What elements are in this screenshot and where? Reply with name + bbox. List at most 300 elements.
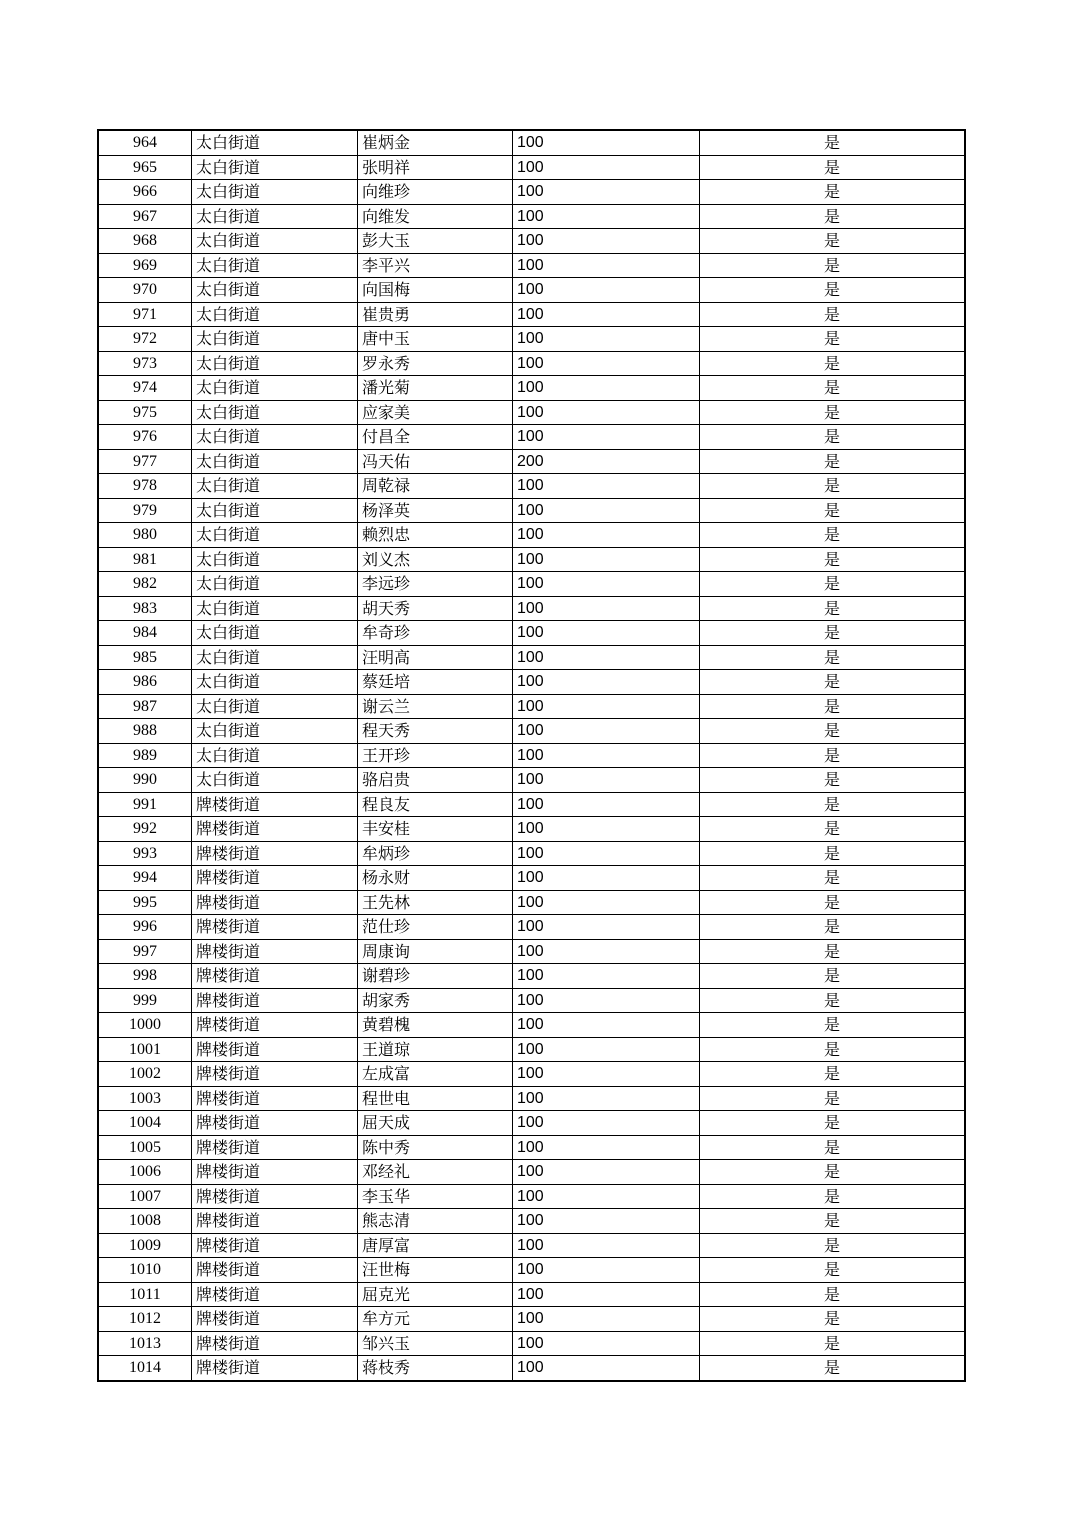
amount-cell: 100 [513, 1086, 700, 1111]
status-cell: 是 [700, 1282, 966, 1307]
name-cell: 范仕珍 [358, 915, 513, 940]
name-cell: 冯天佑 [358, 449, 513, 474]
status-cell: 是 [700, 155, 966, 180]
street-cell: 牌楼街道 [192, 939, 358, 964]
row-number: 997 [98, 939, 192, 964]
street-cell: 牌楼街道 [192, 1331, 358, 1356]
amount-cell: 100 [513, 1233, 700, 1258]
amount-cell: 100 [513, 229, 700, 254]
amount-cell: 100 [513, 278, 700, 303]
status-cell: 是 [700, 1209, 966, 1234]
name-cell: 李远珍 [358, 572, 513, 597]
amount-cell: 100 [513, 1258, 700, 1283]
amount-cell: 100 [513, 302, 700, 327]
table-row [98, 1111, 965, 1136]
amount-cell: 100 [513, 792, 700, 817]
status-cell: 是 [700, 327, 966, 352]
table-row [98, 964, 965, 989]
street-cell: 牌楼街道 [192, 1307, 358, 1332]
status-cell: 是 [700, 890, 966, 915]
status-cell: 是 [700, 180, 966, 205]
table-row [98, 449, 965, 474]
name-cell: 程良友 [358, 792, 513, 817]
name-cell: 赖烈忠 [358, 523, 513, 548]
status-cell: 是 [700, 939, 966, 964]
street-cell: 太白街道 [192, 645, 358, 670]
street-cell: 牌楼街道 [192, 792, 358, 817]
amount-cell: 100 [513, 1135, 700, 1160]
street-cell: 牌楼街道 [192, 890, 358, 915]
table-row [98, 719, 965, 744]
row-number: 1009 [98, 1233, 192, 1258]
table-row [98, 400, 965, 425]
row-number: 1010 [98, 1258, 192, 1283]
table-row [98, 1233, 965, 1258]
street-cell: 牌楼街道 [192, 1086, 358, 1111]
street-cell: 太白街道 [192, 204, 358, 229]
status-cell: 是 [700, 621, 966, 646]
table-row [98, 253, 965, 278]
street-cell: 太白街道 [192, 400, 358, 425]
street-cell: 牌楼街道 [192, 1258, 358, 1283]
table-row [98, 1086, 965, 1111]
row-number: 1011 [98, 1282, 192, 1307]
name-cell: 牟方元 [358, 1307, 513, 1332]
name-cell: 王先林 [358, 890, 513, 915]
name-cell: 胡天秀 [358, 596, 513, 621]
status-cell: 是 [700, 670, 966, 695]
amount-cell: 100 [513, 768, 700, 793]
status-cell: 是 [700, 719, 966, 744]
street-cell: 太白街道 [192, 621, 358, 646]
status-cell: 是 [700, 1037, 966, 1062]
row-number: 990 [98, 768, 192, 793]
name-cell: 李平兴 [358, 253, 513, 278]
table-row [98, 1258, 965, 1283]
row-number: 992 [98, 817, 192, 842]
amount-cell: 100 [513, 645, 700, 670]
name-cell: 崔炳金 [358, 130, 513, 155]
name-cell: 谢碧珍 [358, 964, 513, 989]
table-row [98, 621, 965, 646]
name-cell: 杨泽英 [358, 498, 513, 523]
name-cell: 汪明高 [358, 645, 513, 670]
row-number: 983 [98, 596, 192, 621]
row-number: 971 [98, 302, 192, 327]
status-cell: 是 [700, 1233, 966, 1258]
status-cell: 是 [700, 278, 966, 303]
amount-cell: 100 [513, 400, 700, 425]
table-row [98, 1160, 965, 1185]
status-cell: 是 [700, 988, 966, 1013]
amount-cell: 100 [513, 376, 700, 401]
name-cell: 屈克光 [358, 1282, 513, 1307]
amount-cell: 100 [513, 1282, 700, 1307]
row-number: 998 [98, 964, 192, 989]
table-row [98, 988, 965, 1013]
amount-cell: 100 [513, 1331, 700, 1356]
street-cell: 太白街道 [192, 229, 358, 254]
street-cell: 牌楼街道 [192, 1013, 358, 1038]
name-cell: 王道琼 [358, 1037, 513, 1062]
status-cell: 是 [700, 449, 966, 474]
status-cell: 是 [700, 866, 966, 891]
amount-cell: 100 [513, 498, 700, 523]
row-number: 965 [98, 155, 192, 180]
table-row [98, 694, 965, 719]
street-cell: 太白街道 [192, 351, 358, 376]
street-cell: 牌楼街道 [192, 915, 358, 940]
amount-cell: 100 [513, 1013, 700, 1038]
status-cell: 是 [700, 523, 966, 548]
table-row [98, 155, 965, 180]
name-cell: 陈中秀 [358, 1135, 513, 1160]
name-cell: 王开珍 [358, 743, 513, 768]
table-row [98, 1013, 965, 1038]
name-cell: 周康询 [358, 939, 513, 964]
row-number: 978 [98, 474, 192, 499]
amount-cell: 100 [513, 1160, 700, 1185]
street-cell: 牌楼街道 [192, 1356, 358, 1381]
table-row [98, 1062, 965, 1087]
amount-cell: 100 [513, 1184, 700, 1209]
table-row [98, 1356, 965, 1381]
amount-cell: 100 [513, 180, 700, 205]
street-cell: 牌楼街道 [192, 1062, 358, 1087]
table-row [98, 890, 965, 915]
table-row [98, 1037, 965, 1062]
table-row [98, 547, 965, 572]
row-number: 964 [98, 130, 192, 155]
amount-cell: 100 [513, 621, 700, 646]
name-cell: 唐厚富 [358, 1233, 513, 1258]
table-row [98, 1184, 965, 1209]
row-number: 973 [98, 351, 192, 376]
row-number: 987 [98, 694, 192, 719]
name-cell: 胡家秀 [358, 988, 513, 1013]
status-cell: 是 [700, 1086, 966, 1111]
amount-cell: 100 [513, 915, 700, 940]
amount-cell: 100 [513, 1307, 700, 1332]
street-cell: 太白街道 [192, 425, 358, 450]
name-cell: 蒋枝秀 [358, 1356, 513, 1381]
row-number: 994 [98, 866, 192, 891]
name-cell: 付昌全 [358, 425, 513, 450]
street-cell: 牌楼街道 [192, 1160, 358, 1185]
amount-cell: 100 [513, 1209, 700, 1234]
row-number: 1002 [98, 1062, 192, 1087]
amount-cell: 100 [513, 939, 700, 964]
table-row [98, 596, 965, 621]
row-number: 979 [98, 498, 192, 523]
street-cell: 牌楼街道 [192, 866, 358, 891]
name-cell: 罗永秀 [358, 351, 513, 376]
amount-cell: 100 [513, 351, 700, 376]
table-row [98, 376, 965, 401]
name-cell: 向维发 [358, 204, 513, 229]
row-number: 974 [98, 376, 192, 401]
amount-cell: 100 [513, 204, 700, 229]
street-cell: 太白街道 [192, 253, 358, 278]
table-row [98, 278, 965, 303]
name-cell: 黄碧槐 [358, 1013, 513, 1038]
status-cell: 是 [700, 768, 966, 793]
status-cell: 是 [700, 474, 966, 499]
name-cell: 牟奇珍 [358, 621, 513, 646]
table-row [98, 645, 965, 670]
name-cell: 熊志清 [358, 1209, 513, 1234]
amount-cell: 100 [513, 1062, 700, 1087]
status-cell: 是 [700, 1307, 966, 1332]
name-cell: 丰安桂 [358, 817, 513, 842]
amount-cell: 100 [513, 670, 700, 695]
row-number: 991 [98, 792, 192, 817]
name-cell: 蔡廷培 [358, 670, 513, 695]
street-cell: 太白街道 [192, 719, 358, 744]
status-cell: 是 [700, 915, 966, 940]
name-cell: 李玉华 [358, 1184, 513, 1209]
street-cell: 太白街道 [192, 449, 358, 474]
status-cell: 是 [700, 743, 966, 768]
table-row [98, 792, 965, 817]
amount-cell: 100 [513, 964, 700, 989]
name-cell: 邓经礼 [358, 1160, 513, 1185]
status-cell: 是 [700, 204, 966, 229]
street-cell: 太白街道 [192, 572, 358, 597]
name-cell: 杨永财 [358, 866, 513, 891]
street-cell: 牌楼街道 [192, 988, 358, 1013]
row-number: 980 [98, 523, 192, 548]
street-cell: 牌楼街道 [192, 964, 358, 989]
row-number: 977 [98, 449, 192, 474]
street-cell: 太白街道 [192, 155, 358, 180]
street-cell: 太白街道 [192, 694, 358, 719]
status-cell: 是 [700, 351, 966, 376]
row-number: 996 [98, 915, 192, 940]
amount-cell: 100 [513, 890, 700, 915]
row-number: 1000 [98, 1013, 192, 1038]
street-cell: 牌楼街道 [192, 817, 358, 842]
status-cell: 是 [700, 229, 966, 254]
row-number: 966 [98, 180, 192, 205]
table-row [98, 474, 965, 499]
row-number: 988 [98, 719, 192, 744]
amount-cell: 100 [513, 719, 700, 744]
name-cell: 彭大玉 [358, 229, 513, 254]
row-number: 975 [98, 400, 192, 425]
row-number: 967 [98, 204, 192, 229]
status-cell: 是 [700, 841, 966, 866]
street-cell: 牌楼街道 [192, 1184, 358, 1209]
table-row [98, 1135, 965, 1160]
amount-cell: 100 [513, 841, 700, 866]
row-number: 1013 [98, 1331, 192, 1356]
table-row [98, 1331, 965, 1356]
street-cell: 牌楼街道 [192, 1209, 358, 1234]
amount-cell: 100 [513, 547, 700, 572]
street-cell: 太白街道 [192, 180, 358, 205]
amount-cell: 100 [513, 155, 700, 180]
amount-cell: 100 [513, 1037, 700, 1062]
name-cell: 向维珍 [358, 180, 513, 205]
table-row [98, 498, 965, 523]
status-cell: 是 [700, 572, 966, 597]
table-row [98, 425, 965, 450]
name-cell: 骆启贵 [358, 768, 513, 793]
row-number: 1001 [98, 1037, 192, 1062]
street-cell: 太白街道 [192, 130, 358, 155]
name-cell: 应家美 [358, 400, 513, 425]
row-number: 999 [98, 988, 192, 1013]
table-row [98, 866, 965, 891]
street-cell: 牌楼街道 [192, 1135, 358, 1160]
street-cell: 太白街道 [192, 768, 358, 793]
table-body [98, 130, 965, 1381]
status-cell: 是 [700, 1160, 966, 1185]
street-cell: 太白街道 [192, 523, 358, 548]
table-row [98, 180, 965, 205]
street-cell: 太白街道 [192, 547, 358, 572]
amount-cell: 100 [513, 866, 700, 891]
table-row [98, 939, 965, 964]
status-cell: 是 [700, 1184, 966, 1209]
street-cell: 太白街道 [192, 498, 358, 523]
table-row [98, 302, 965, 327]
status-cell: 是 [700, 302, 966, 327]
row-number: 1014 [98, 1356, 192, 1381]
name-cell: 潘光菊 [358, 376, 513, 401]
row-number: 995 [98, 890, 192, 915]
street-cell: 太白街道 [192, 474, 358, 499]
status-cell: 是 [700, 1111, 966, 1136]
status-cell: 是 [700, 400, 966, 425]
street-cell: 牌楼街道 [192, 1037, 358, 1062]
name-cell: 刘义杰 [358, 547, 513, 572]
row-number: 1006 [98, 1160, 192, 1185]
status-cell: 是 [700, 253, 966, 278]
data-table [97, 129, 966, 1382]
amount-cell: 100 [513, 988, 700, 1013]
name-cell: 牟炳珍 [358, 841, 513, 866]
status-cell: 是 [700, 1135, 966, 1160]
amount-cell: 200 [513, 449, 700, 474]
table-row [98, 351, 965, 376]
table-row [98, 817, 965, 842]
name-cell: 张明祥 [358, 155, 513, 180]
table-row [98, 523, 965, 548]
status-cell: 是 [700, 130, 966, 155]
row-number: 969 [98, 253, 192, 278]
amount-cell: 100 [513, 743, 700, 768]
amount-cell: 100 [513, 474, 700, 499]
table-row [98, 768, 965, 793]
name-cell: 周乾禄 [358, 474, 513, 499]
street-cell: 太白街道 [192, 376, 358, 401]
status-cell: 是 [700, 376, 966, 401]
status-cell: 是 [700, 1062, 966, 1087]
name-cell: 汪世梅 [358, 1258, 513, 1283]
status-cell: 是 [700, 425, 966, 450]
table-row [98, 204, 965, 229]
street-cell: 太白街道 [192, 278, 358, 303]
row-number: 968 [98, 229, 192, 254]
status-cell: 是 [700, 792, 966, 817]
status-cell: 是 [700, 817, 966, 842]
name-cell: 屈天成 [358, 1111, 513, 1136]
status-cell: 是 [700, 964, 966, 989]
row-number: 1005 [98, 1135, 192, 1160]
table-row [98, 1209, 965, 1234]
amount-cell: 100 [513, 817, 700, 842]
amount-cell: 100 [513, 1356, 700, 1381]
amount-cell: 100 [513, 327, 700, 352]
row-number: 993 [98, 841, 192, 866]
row-number: 981 [98, 547, 192, 572]
name-cell: 谢云兰 [358, 694, 513, 719]
name-cell: 程世电 [358, 1086, 513, 1111]
amount-cell: 100 [513, 523, 700, 548]
street-cell: 太白街道 [192, 302, 358, 327]
table-row [98, 130, 965, 155]
street-cell: 太白街道 [192, 596, 358, 621]
status-cell: 是 [700, 645, 966, 670]
amount-cell: 100 [513, 425, 700, 450]
amount-cell: 100 [513, 694, 700, 719]
table-row [98, 572, 965, 597]
status-cell: 是 [700, 694, 966, 719]
street-cell: 牌楼街道 [192, 1233, 358, 1258]
amount-cell: 100 [513, 572, 700, 597]
name-cell: 邹兴玉 [358, 1331, 513, 1356]
name-cell: 崔贵勇 [358, 302, 513, 327]
row-number: 1007 [98, 1184, 192, 1209]
table-row [98, 743, 965, 768]
amount-cell: 100 [513, 596, 700, 621]
name-cell: 向国梅 [358, 278, 513, 303]
street-cell: 牌楼街道 [192, 841, 358, 866]
status-cell: 是 [700, 1013, 966, 1038]
amount-cell: 100 [513, 1111, 700, 1136]
table-row [98, 1307, 965, 1332]
table-row [98, 915, 965, 940]
row-number: 989 [98, 743, 192, 768]
status-cell: 是 [700, 547, 966, 572]
row-number: 970 [98, 278, 192, 303]
status-cell: 是 [700, 596, 966, 621]
name-cell: 程天秀 [358, 719, 513, 744]
street-cell: 太白街道 [192, 670, 358, 695]
row-number: 1004 [98, 1111, 192, 1136]
table-row [98, 841, 965, 866]
row-number: 976 [98, 425, 192, 450]
street-cell: 太白街道 [192, 743, 358, 768]
amount-cell: 100 [513, 130, 700, 155]
name-cell: 左成富 [358, 1062, 513, 1087]
table-row [98, 327, 965, 352]
row-number: 972 [98, 327, 192, 352]
status-cell: 是 [700, 498, 966, 523]
row-number: 984 [98, 621, 192, 646]
status-cell: 是 [700, 1331, 966, 1356]
row-number: 985 [98, 645, 192, 670]
row-number: 1008 [98, 1209, 192, 1234]
street-cell: 太白街道 [192, 327, 358, 352]
row-number: 1012 [98, 1307, 192, 1332]
street-cell: 牌楼街道 [192, 1111, 358, 1136]
name-cell: 唐中玉 [358, 327, 513, 352]
row-number: 982 [98, 572, 192, 597]
status-cell: 是 [700, 1356, 966, 1381]
